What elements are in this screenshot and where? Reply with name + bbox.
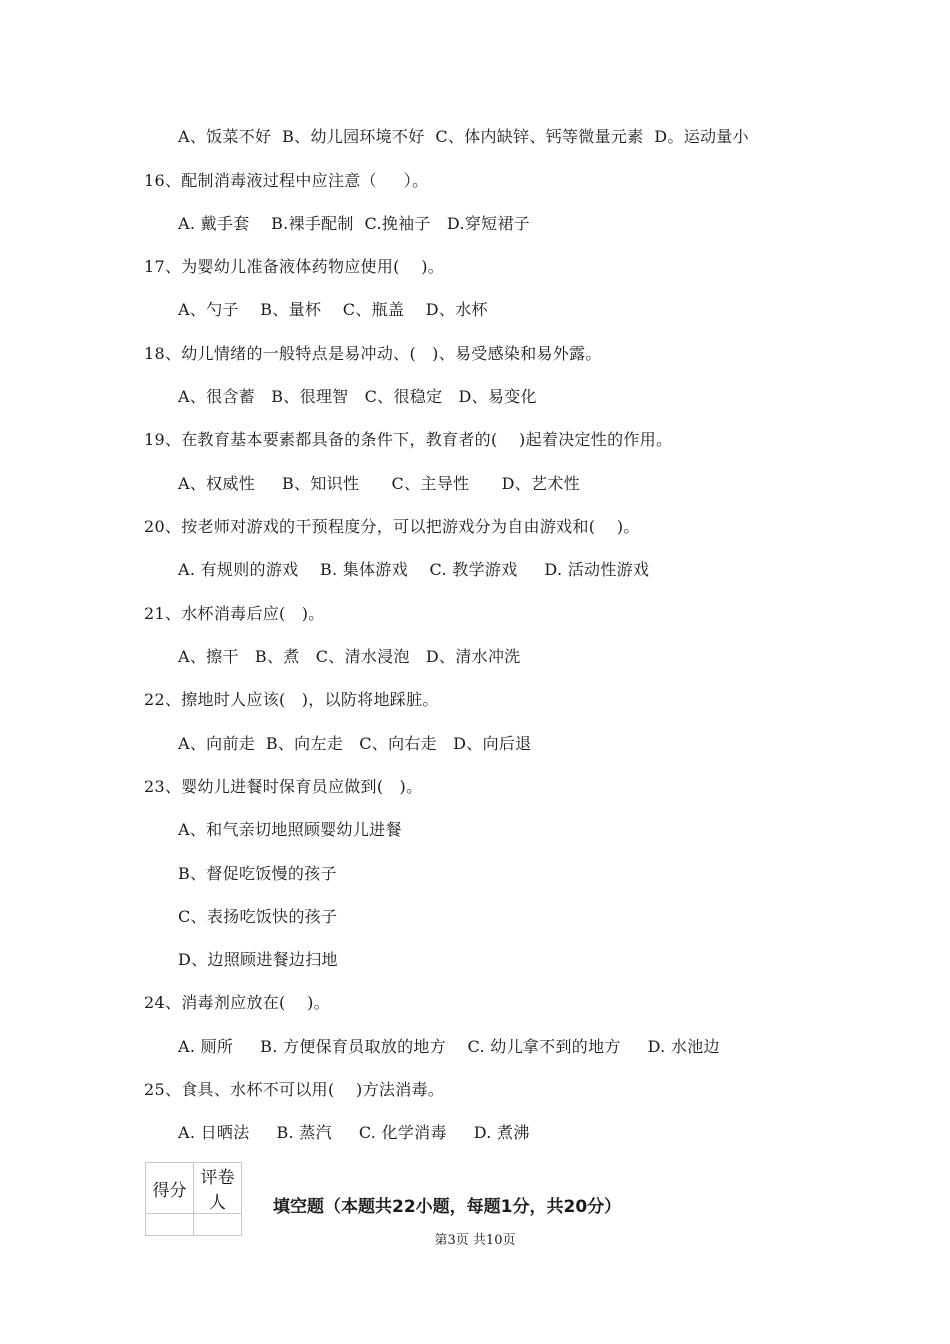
q23-option-a: A、和气亲切地照顾婴幼儿进餐 [178,820,402,839]
score-label: 得分 [146,1163,194,1214]
q22-options: A、向前走 B、向左走 C、向右走 D、向后退 [178,734,532,753]
q23-option-d: D、边照顾进餐边扫地 [178,950,338,969]
q24-options: A. 厕所 B. 方便保育员取放的地方 C. 幼儿拿不到的地方 D. 水池边 [178,1037,720,1056]
reviewer-label: 评卷人 [194,1163,242,1214]
q23-option-b: B、督促吃饭慢的孩子 [178,864,337,883]
q19-options: A、权威性 B、知识性 C、主导性 D、艺术性 [178,474,580,493]
q18-options: A、很含蓄 B、很理智 C、很稳定 D、易变化 [178,387,537,406]
question-25: 25、食具、水杯不可以用( )方法消毒。 [144,1080,445,1099]
question-19: 19、在教育基本要素都具备的条件下，教育者的( )起着决定性的作用。 [144,430,673,449]
question-17: 17、为婴幼儿准备液体药物应使用( )。 [144,257,445,276]
question-22: 22、擦地时人应该( )，以防将地踩脏。 [144,690,439,709]
page-footer: 第3页 共10页 [434,1233,516,1248]
q16-options: A. 戴手套 B.裸手配制 C.挽袖子 D.穿短裙子 [178,214,531,233]
score-box [145,1162,242,1236]
question-18: 18、幼儿情绪的一般特点是易冲动、( )、易受感染和易外露。 [144,344,602,363]
section-title: 填空题（本题共22小题，每题1分，共20分） [273,1197,622,1217]
question-23: 23、婴幼儿进餐时保育员应做到( )。 [144,777,423,796]
q23-option-c: C、表扬吃饭快的孩子 [178,907,338,926]
question-16: 16、配制消毒液过程中应注意（ ）。 [144,171,429,190]
q20-options: A. 有规则的游戏 B. 集体游戏 C. 教学游戏 D. 活动性游戏 [178,560,650,579]
question-21: 21、水杯消毒后应( )。 [144,604,325,623]
q17-options: A、勺子 B、量杯 C、瓶盖 D、水杯 [178,300,488,319]
q21-options: A、擦干 B、煮 C、清水浸泡 D、清水冲洗 [178,647,521,666]
question-20: 20、按老师对游戏的干预程度分，可以把游戏分为自由游戏和( )。 [144,517,640,536]
q25-options: A. 日晒法 B. 蒸汽 C. 化学消毒 D. 煮沸 [178,1123,530,1142]
q15-options: A、饭菜不好 B、幼儿园环境不好 C、体内缺锌、钙等微量元素 D。运动量小 [178,127,749,146]
question-24: 24、消毒剂应放在( )。 [144,993,330,1012]
